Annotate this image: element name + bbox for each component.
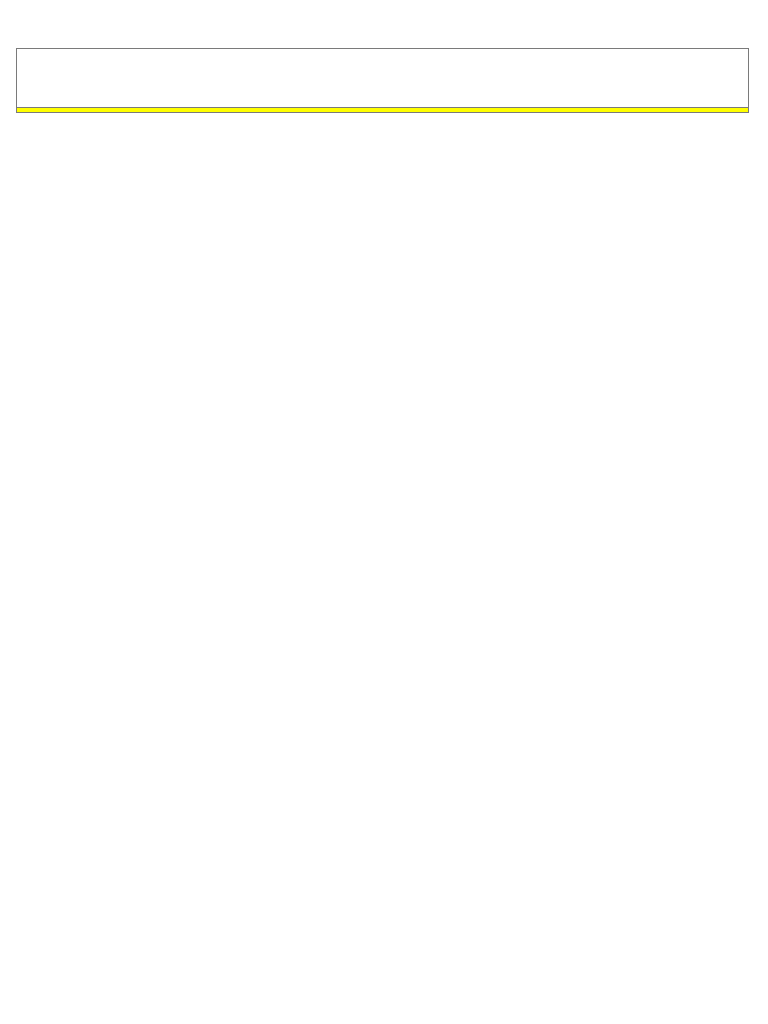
column-headers <box>16 48 749 107</box>
spreadsheet-page-2 <box>16 590 749 1024</box>
spreadsheet-page-1 <box>16 48 749 466</box>
term-label <box>16 107 749 113</box>
